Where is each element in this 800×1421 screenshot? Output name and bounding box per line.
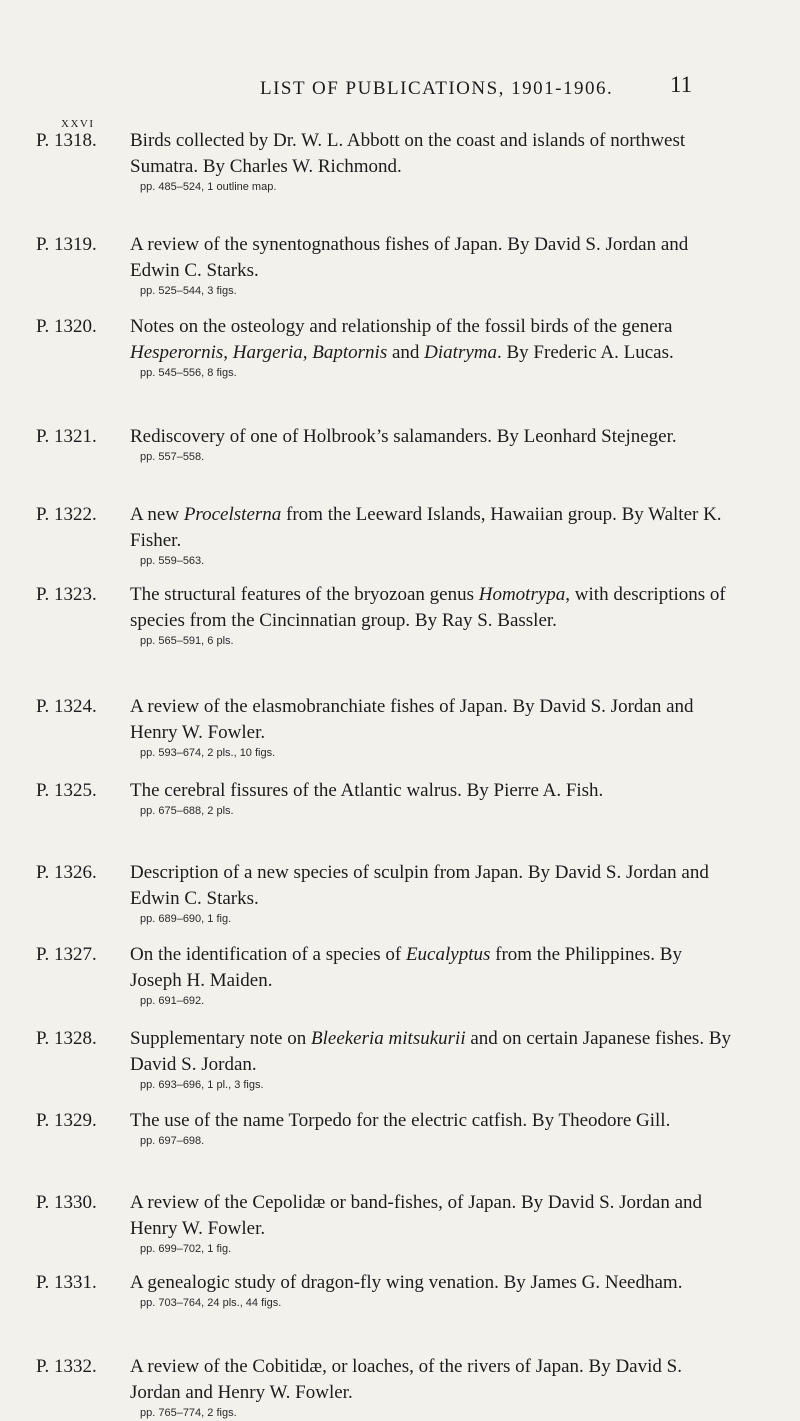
entry-pages: pp. 765–774, 2 figs. [140,1407,237,1419]
title-text: and [387,342,425,363]
entry-title: Birds collected by Dr. W. L. Abbott on the coast and islands of northwest Sumatra. By Charles W. Richmond. [130,130,686,177]
entry-pages: pp. 699–702, 1 fig. [140,1243,232,1255]
entry-number: P. 1318. [36,130,97,151]
entry-number: P. 1331. [36,1272,97,1293]
entry-title: A review of the synentognathous fishes of Japan. By David S. Jordan and Edwin C. Starks. [130,234,689,281]
title-text: . By Frederic A. Lucas. [497,342,674,363]
entry-number: P. 1328. [36,1028,97,1049]
entry-number: P. 1326. [36,862,97,883]
publication-entry [36,1270,736,1311]
entry-pages: pp. 557–558. [140,451,205,463]
entry-pages: pp. 703–764, 24 pls., 44 figs. [140,1297,282,1309]
entry-number: P. 1329. [36,1110,97,1131]
entry-title: A review of the Cobitidæ, or loaches, of the rivers of Japan. By David S. Jordan and Henry W. Fowler. [130,1356,682,1403]
title-text: Supplementary note on [130,1028,311,1049]
entry-title: A review of the elasmobranchiate fishes of Japan. By David S. Jordan and Henry W. Fowler. [130,696,694,743]
taxon-name: Bleekeria mitsukurii [311,1028,466,1049]
entry-pages: pp. 545–556, 8 figs. [140,367,237,379]
entry-title [130,1026,736,1078]
title-text: The structural features of the bryozoan genus [130,584,479,605]
entry-title: A genealogic study of dragon-fly wing venation. By James G. Needham. [130,1272,683,1293]
publication-entry [36,502,736,569]
page-header [0,72,800,104]
publication-entry [36,1026,736,1093]
entry-number: P. 1322. [36,504,97,525]
publication-entry [36,778,736,819]
entry-number: P. 1332. [36,1356,97,1377]
entry-title [130,942,736,994]
entry-title [130,314,736,366]
publication-entry [36,1354,736,1421]
taxon-name: Baptornis [312,342,388,363]
title-text: from the Philippines. By Joseph H. Maiden. [130,944,682,991]
entry-number: P. 1330. [36,1192,97,1213]
entry-pages: pp. 689–690, 1 fig. [140,913,232,925]
entry-number: P. 1327. [36,944,97,965]
entry-number: P. 1321. [36,426,97,447]
entry-title: Description of a new species of sculpin from Japan. By David S. Jordan and Edwin C. Starks. [130,862,709,909]
title-text: , [302,342,313,363]
entry-pages: pp. 525–544, 3 figs. [140,285,237,297]
publication-entry [36,128,736,195]
title-text: On the identification of a species of [130,944,406,965]
title-text: from the Leeward Islands, Hawaiian group. By Walter K. Fisher. [130,504,722,551]
taxon-name: Hesperornis [130,342,224,363]
publication-entry [36,942,736,1009]
entry-pages: pp. 697–698. [140,1135,205,1147]
title-text: A new [130,504,184,525]
entry-pages: pp. 675–688, 2 pls. [140,805,234,817]
publication-entry [36,424,736,465]
entry-title: The use of the name Torpedo for the electric catfish. By Theodore Gill. [130,1110,671,1131]
taxon-name: Procelsterna [183,504,282,525]
page-number: 11 [670,72,693,97]
entry-pages: pp. 691–692. [140,995,205,1007]
entry-pages: pp. 559–563. [140,555,205,567]
entry-number: P. 1323. [36,584,97,605]
entry-title [130,582,736,634]
entry-pages: pp. 485–524, 1 outline map. [140,181,277,193]
title-text: , [223,342,233,363]
entry-number: P. 1324. [36,696,97,717]
taxon-name: Homotrypa [478,584,566,605]
publication-entry [36,694,736,761]
title-text: , with descriptions of species from the Cincinnatian group. By Ray S. Bassler. [130,584,726,631]
entry-pages: pp. 565–591, 6 pls. [140,635,234,647]
entry-title [130,502,736,554]
entry-pages: pp. 593–674, 2 pls., 10 figs. [140,747,276,759]
entry-pages: pp. 693–696, 1 pl., 3 figs. [140,1079,264,1091]
running-title: LIST OF PUBLICATIONS, 1901-1906. [260,78,614,99]
title-text: Notes on the osteology and relationship of the fossil birds of the genera [130,316,673,337]
title-text: and on certain Japanese fishes. By David S. Jordan. [130,1028,731,1075]
taxon-name: Diatryma [424,342,497,363]
entry-number: P. 1325. [36,780,97,801]
publication-entry [36,582,736,649]
entry-number: P. 1319. [36,234,97,255]
section-marker: XXVI [61,118,95,130]
publication-entry [36,314,736,381]
publication-entry [36,232,736,299]
publication-entry [36,860,736,927]
taxon-name: Hargeria [232,342,303,363]
entry-number: P. 1320. [36,316,97,337]
entry-title: The cerebral fissures of the Atlantic walrus. By Pierre A. Fish. [130,780,604,801]
publication-entry [36,1190,736,1257]
publication-entry [36,1108,736,1149]
taxon-name: Eucalyptus [405,944,491,965]
entry-title: A review of the Cepolidæ or band-fishes, of Japan. By David S. Jordan and Henry W. Fowler. [130,1192,703,1239]
entry-title: Rediscovery of one of Holbrook’s salamanders. By Leonhard Stejneger. [130,426,677,447]
